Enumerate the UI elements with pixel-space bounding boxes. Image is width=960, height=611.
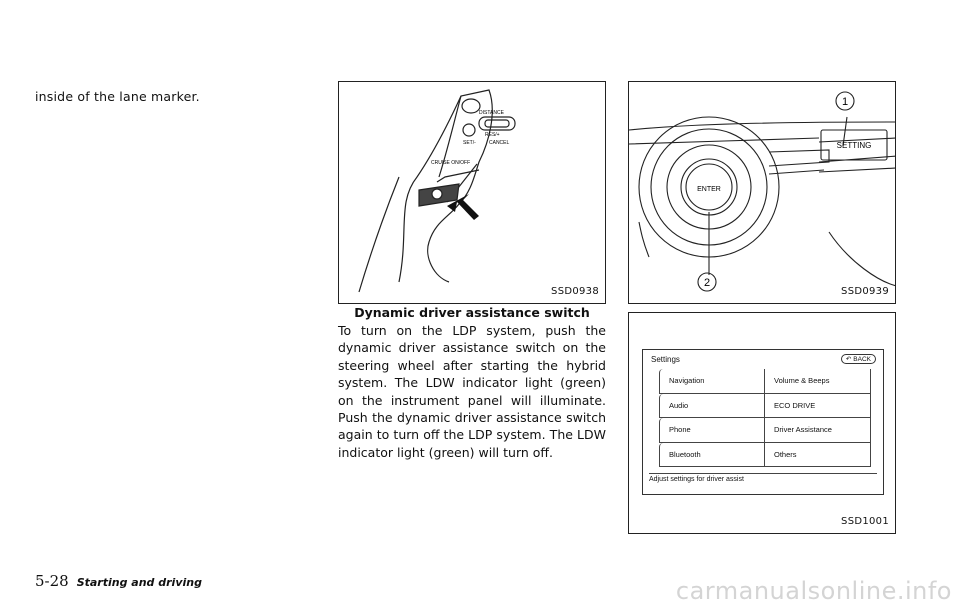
figure-settings-screen — [628, 312, 896, 534]
figure-code: SSD0938 — [551, 286, 599, 297]
callout-1: 1 — [841, 96, 849, 108]
figure-code: SSD0939 — [841, 286, 889, 297]
menu-item-navigation: Navigation — [659, 369, 765, 394]
menu-item-volume-beeps: Volume & Beeps — [765, 369, 871, 394]
body-paragraph: To turn on the LDP system, push the dynamic driver assistance switch on the steering wheel after starting the hybrid system. The LDW indicator light (green) on the instrument panel will illuminate. Push the dynamic driver assistance switch again to turn off the LDP system. The LDW indicator light (green) will turn off. — [338, 323, 606, 460]
figure-caption: Dynamic driver assistance switch — [354, 305, 590, 320]
callout-2: 2 — [703, 277, 711, 289]
figure-driver-assistance-switch — [338, 81, 606, 304]
dashboard-illustration — [629, 82, 896, 304]
fig1-label-cancel: CANCEL — [489, 140, 510, 146]
screen-title: Settings — [651, 355, 680, 364]
menu-item-audio: Audio — [659, 394, 765, 419]
section-title: Starting and driving — [76, 576, 202, 589]
back-button — [841, 354, 876, 364]
back-arrow-icon: ↶ — [845, 356, 852, 363]
menu-item-bluetooth: Bluetooth — [659, 443, 765, 468]
menu-item-phone: Phone — [659, 418, 765, 443]
page-footer — [35, 572, 202, 590]
watermark: carmanualsonline.info — [675, 577, 952, 605]
back-label: BACK — [853, 355, 871, 363]
fig1-label-res: RES/+ — [485, 132, 500, 138]
enter-label: ENTER — [697, 186, 721, 193]
fig1-label-gap: DISTANCE — [479, 110, 504, 116]
steering-switch-illustration — [339, 82, 606, 304]
figure-code: SSD1001 — [841, 516, 889, 527]
menu-item-driver-assistance: Driver Assistance — [765, 418, 871, 443]
continued-text: inside of the lane marker. — [35, 89, 200, 104]
settings-menu — [659, 369, 871, 467]
menu-item-others: Others — [765, 443, 871, 468]
setting-button-label: SETTING — [836, 141, 872, 150]
fig1-label-switch: CRUISE ON/OFF — [431, 160, 471, 166]
page-number: 5-28 — [35, 572, 69, 590]
menu-item-eco-drive: ECO DRIVE — [765, 394, 871, 419]
settings-screen — [642, 349, 884, 495]
figure-setting-button — [628, 81, 896, 304]
screen-status-text: Adjust settings for driver assist — [649, 473, 877, 483]
fig1-label-set: SET/- — [463, 140, 476, 146]
